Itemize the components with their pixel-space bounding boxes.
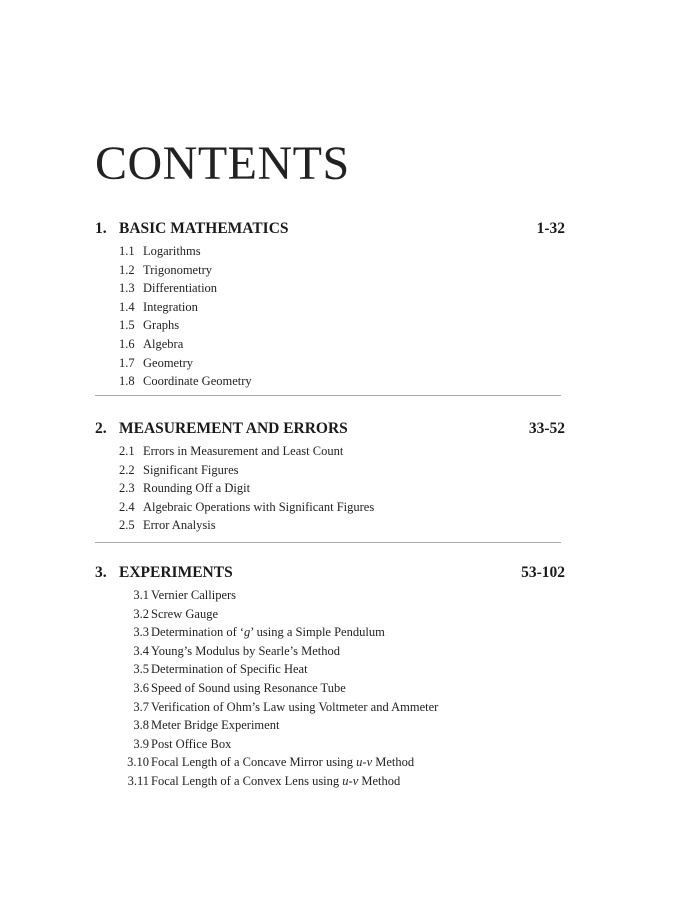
chapter-page-range: 53-102 <box>521 564 565 581</box>
chapter-3 <box>95 564 565 791</box>
section-title: Determination of Specific Heat <box>151 662 308 677</box>
section-item[interactable] <box>95 623 565 642</box>
section-item[interactable] <box>95 605 565 624</box>
section-title: Algebraic Operations with Significant Figures <box>143 499 375 514</box>
section-number: 2.3 <box>119 481 135 496</box>
section-number: 3.9 <box>133 736 149 751</box>
chapter-title: BASIC MATHEMATICS <box>119 220 289 237</box>
section-item[interactable] <box>95 316 565 335</box>
chapter-divider <box>95 395 561 396</box>
section-number: 2.2 <box>119 462 135 477</box>
section-number: 1.8 <box>119 374 135 389</box>
section-title: Post Office Box <box>151 736 232 751</box>
section-number: 1.4 <box>119 299 135 314</box>
section-number: 2.1 <box>119 444 135 458</box>
section-title: Trigonometry <box>143 262 212 277</box>
section-item[interactable] <box>95 261 565 280</box>
section-number: 3.11 <box>127 773 149 788</box>
section-item[interactable] <box>95 698 565 717</box>
section-title: Focal Length of a Convex Lens using u-v Method <box>151 773 401 788</box>
section-item[interactable] <box>95 461 565 480</box>
section-item[interactable] <box>95 660 565 679</box>
section-item[interactable] <box>95 298 565 317</box>
section-title: Young’s Modulus by Searle’s Method <box>151 643 341 658</box>
chapter-divider <box>95 542 561 543</box>
section-title: Integration <box>143 299 198 314</box>
chapter-number: 1. <box>95 220 107 237</box>
chapter-2 <box>95 420 565 535</box>
section-item[interactable] <box>95 516 565 535</box>
section-title: Algebra <box>143 336 184 351</box>
chapter-heading[interactable] <box>95 564 565 586</box>
section-list <box>95 442 565 535</box>
section-number: 1.6 <box>119 336 135 351</box>
section-number: 3.2 <box>133 606 149 621</box>
section-number: 2.5 <box>119 518 135 533</box>
chapter-title: MEASUREMENT AND ERRORS <box>119 420 348 437</box>
section-title: Errors in Measurement and Least Count <box>143 444 344 458</box>
section-list <box>95 242 565 391</box>
section-title: Significant Figures <box>143 462 239 477</box>
section-number: 3.5 <box>133 662 149 677</box>
section-item[interactable] <box>95 586 565 605</box>
chapter-page-range: 33-52 <box>528 420 565 437</box>
section-number: 3.4 <box>133 643 149 658</box>
section-item[interactable] <box>95 679 565 698</box>
section-item[interactable] <box>95 498 565 517</box>
chapter-number: 3. <box>95 564 107 581</box>
section-item[interactable] <box>95 354 565 373</box>
chapter-1 <box>95 220 565 391</box>
section-title: Determination of ‘g’ using a Simple Pendulum <box>151 625 385 640</box>
section-title: Verification of Ohm’s Law using Voltmeter and Ammeter <box>151 699 439 714</box>
section-number: 3.6 <box>133 680 149 695</box>
section-item[interactable] <box>95 753 565 772</box>
section-number: 3.7 <box>133 699 149 714</box>
section-number: 3.10 <box>127 755 149 770</box>
chapter-page-range: 1-32 <box>536 220 565 237</box>
section-item[interactable] <box>95 772 565 791</box>
section-title: Focal Length of a Concave Mirror using u-v Method <box>151 755 415 770</box>
section-title: Vernier Callipers <box>151 588 237 602</box>
section-number: 1.5 <box>119 318 135 333</box>
section-item[interactable] <box>95 335 565 354</box>
section-number: 2.4 <box>119 499 135 514</box>
chapter-title: EXPERIMENTS <box>119 564 233 581</box>
section-item[interactable] <box>95 279 565 298</box>
section-list <box>95 586 565 791</box>
section-title: Speed of Sound using Resonance Tube <box>151 680 346 695</box>
page-title: CONTENTS <box>95 137 350 190</box>
section-title: Graphs <box>143 318 180 333</box>
section-title: Meter Bridge Experiment <box>151 718 280 733</box>
section-title: Screw Gauge <box>151 606 218 621</box>
section-number: 1.3 <box>119 281 135 296</box>
section-item[interactable] <box>95 442 565 461</box>
section-item[interactable] <box>95 479 565 498</box>
section-number: 1.1 <box>119 244 135 258</box>
section-title: Geometry <box>143 355 193 370</box>
section-number: 3.3 <box>133 625 149 640</box>
section-number: 3.1 <box>133 588 149 602</box>
section-title: Differentiation <box>143 281 218 296</box>
section-title: Coordinate Geometry <box>143 374 252 389</box>
section-number: 3.8 <box>133 718 149 733</box>
section-title: Error Analysis <box>143 518 216 533</box>
section-number: 1.2 <box>119 262 135 277</box>
section-item[interactable] <box>95 716 565 735</box>
section-title: Logarithms <box>143 244 201 258</box>
section-title: Rounding Off a Digit <box>143 481 251 496</box>
chapter-number: 2. <box>95 420 107 437</box>
section-number: 1.7 <box>119 355 135 370</box>
chapter-heading[interactable] <box>95 220 565 242</box>
chapter-heading[interactable] <box>95 420 565 442</box>
section-item[interactable] <box>95 735 565 754</box>
section-item[interactable] <box>95 372 565 391</box>
section-item[interactable] <box>95 242 565 261</box>
section-item[interactable] <box>95 642 565 661</box>
